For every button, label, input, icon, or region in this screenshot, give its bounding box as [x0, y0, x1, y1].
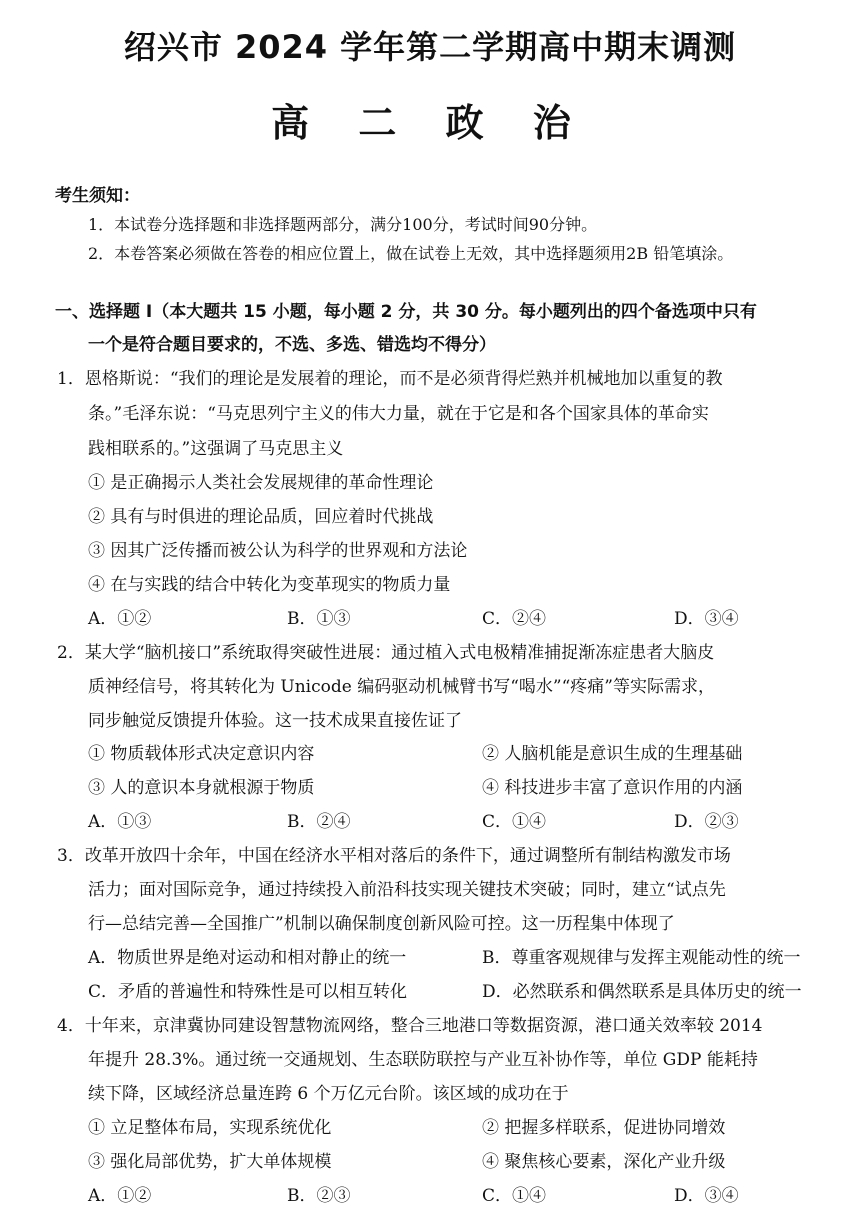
- question-1-option: ③ 因其广泛传播而被公认为科学的世界观和方法论: [88, 541, 468, 561]
- question-4-option: ④ 聚焦核心要素，深化产业升级: [482, 1152, 726, 1172]
- question-1-answer-a: A．①②: [88, 609, 152, 629]
- question-2-option: ④ 科技进步丰富了意识作用的内涵: [482, 778, 743, 798]
- notice-item: 2．本卷答案必须做在答卷的相应位置上，做在试卷上无效，其中选择题须用2B 铅笔填涂。: [88, 244, 734, 263]
- question-1-option: ④ 在与实践的结合中转化为变革现实的物质力量: [88, 575, 451, 595]
- question-2-option: ③ 人的意识本身就根源于物质: [88, 778, 315, 798]
- question-1-answer-b: B．①③: [287, 609, 351, 629]
- question-3-option-d: D．必然联系和偶然联系是具体历史的统一: [482, 982, 802, 1002]
- question-3-stem: 行—总结完善—全国推广”机制以确保制度创新风险可控。这一历程集中体现了: [88, 914, 675, 934]
- question-1-option: ① 是正确揭示人类社会发展规律的革命性理论: [88, 473, 434, 493]
- question-4-answer-c: C．①④: [482, 1186, 547, 1206]
- question-1-option: ② 具有与时俱进的理论品质，回应着时代挑战: [88, 507, 434, 527]
- question-3-option-c: C．矛盾的普遍性和特殊性是可以相互转化: [88, 982, 408, 1002]
- question-4-answer-a: A．①②: [88, 1186, 152, 1206]
- question-1-answer-c: C．②④: [482, 609, 547, 629]
- section-heading-cont: 一个是符合题目要求的，不选、多选、错选均不得分）: [88, 335, 496, 355]
- section-heading: 一、选择题 I（本大题共 15 小题，每小题 2 分，共 30 分。每小题列出的四个备选项中只有: [55, 302, 757, 322]
- question-1-stem: 践相联系的。”这强调了马克思主义: [88, 439, 344, 459]
- question-1-stem: 条。”毛泽东说：“马克思列宁主义的伟大力量，就在于它是和各个国家具体的革命实: [88, 404, 709, 424]
- question-4-option: ② 把握多样联系，促进协同增效: [482, 1118, 726, 1138]
- question-2-answer-b: B．②④: [287, 812, 351, 832]
- question-2-option: ② 人脑机能是意识生成的生理基础: [482, 744, 743, 764]
- question-2-option: ① 物质载体形式决定意识内容: [88, 744, 315, 764]
- question-4-stem: 年提升 28.3%。通过统一交通规划、生态联防联控与产业互补协作等，单位 GDP 能耗持: [88, 1050, 758, 1070]
- question-2-answer-c: C．①④: [482, 812, 547, 832]
- question-1-stem: 1．恩格斯说：“我们的理论是发展着的理论，而不是必须背得烂熟并机械地加以重复的教: [57, 369, 723, 389]
- question-3-option-a: A．物质世界是绝对运动和相对静止的统一: [88, 948, 407, 968]
- question-4-stem: 续下降，区域经济总量连跨 6 个万亿元台阶。该区域的成功在于: [88, 1084, 569, 1104]
- question-4-answer-d: D．③④: [674, 1186, 739, 1206]
- question-2-stem: 质神经信号，将其转化为 Unicode 编码驱动机械臂书写“喝水”“疼痛”等实际需求，: [88, 677, 715, 697]
- question-4-answer-b: B．②③: [287, 1186, 351, 1206]
- question-2-answer-a: A．①③: [88, 812, 152, 832]
- notice-item: 1．本试卷分选择题和非选择题两部分，满分100分，考试时间90分钟。: [88, 215, 598, 234]
- question-3-option-b: B．尊重客观规律与发挥主观能动性的统一: [482, 948, 801, 968]
- subject-title: 高 二 政 治: [271, 101, 589, 145]
- question-2-answer-d: D．②③: [674, 812, 739, 832]
- question-4-option: ③ 强化局部优势，扩大单体规模: [88, 1152, 332, 1172]
- question-2-stem: 同步触觉反馈提升体验。这一技术成果直接佐证了: [88, 711, 462, 731]
- question-3-stem: 活力；面对国际竞争，通过持续投入前沿科技实现关键技术突破；同时，建立“试点先: [88, 880, 726, 900]
- question-4-option: ① 立足整体布局，实现系统优化: [88, 1118, 332, 1138]
- question-2-stem: 2．某大学“脑机接口”系统取得突破性进展：通过植入式电极精准捕捉渐冻症患者大脑皮: [57, 643, 715, 663]
- exam-title: 绍兴市 2024 学年第二学期高中期末调测: [123, 28, 737, 66]
- notice-heading: 考生须知：: [55, 186, 140, 206]
- question-1-answer-d: D．③④: [674, 609, 739, 629]
- question-3-stem: 3．改革开放四十余年，中国在经济水平相对落后的条件下，通过调整所有制结构激发市场: [57, 846, 731, 866]
- question-4-stem: 4．十年来，京津冀协同建设智慧物流网络，整合三地港口等数据资源，港口通关效率较 2014: [57, 1016, 763, 1036]
